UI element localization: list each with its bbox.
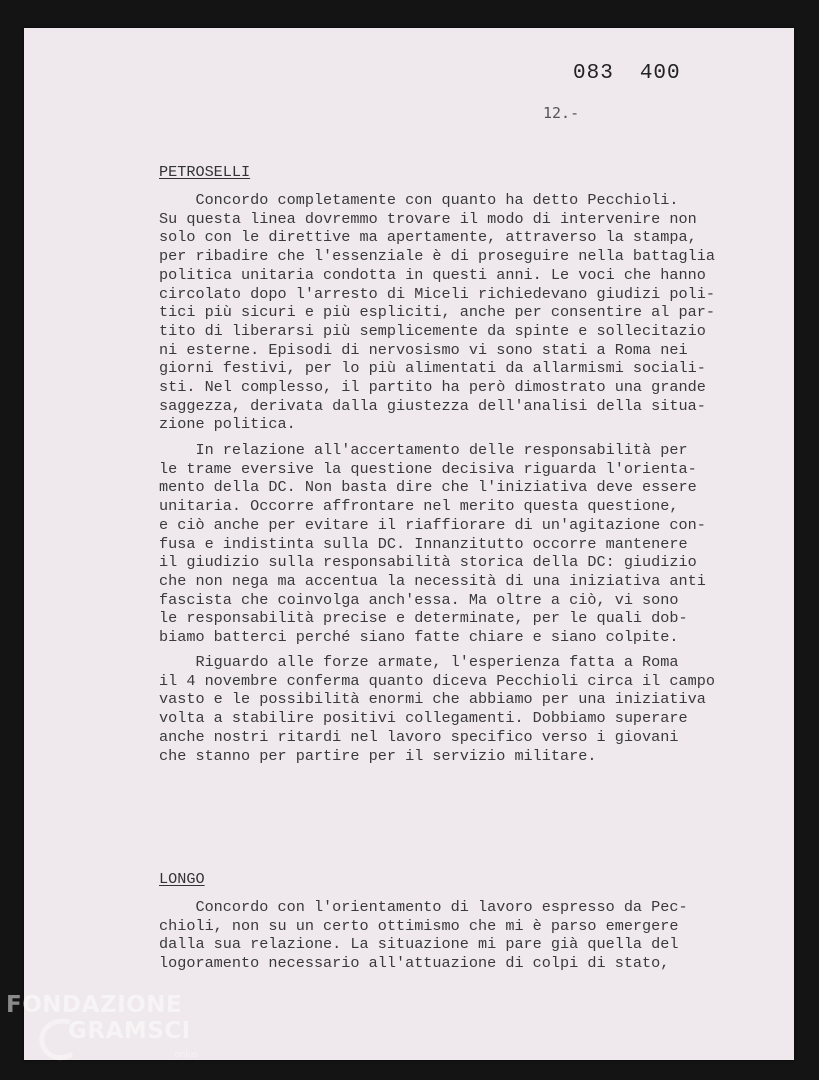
page-number: 12.-	[543, 104, 580, 122]
text-line: circolato dopo l'arresto di Miceli richiedevano giudizi poli-	[159, 284, 715, 303]
paragraph	[159, 441, 759, 647]
text-line: ni esterne. Episodi di nervosismo vi sono stati a Roma nei	[159, 340, 688, 359]
text-line: In relazione all'accertamento delle responsabilità per	[159, 441, 688, 459]
text-line: le responsabilità precise e determinate, per le quali dob-	[159, 609, 688, 628]
text-line: vasto e le possibilità enormi che abbiamo per una iniziativa	[159, 690, 706, 709]
text-line: dalla sua relazione. La situazione mi pare già quella del	[159, 935, 679, 954]
text-line: Concordo completamente con quanto ha detto Pecchioli.	[159, 191, 679, 209]
text-line: politica unitaria condotta in questi anni. Le voci che hanno	[159, 265, 706, 284]
text-line: tito di liberarsi più semplicemente da spinte e sollecitazio	[159, 321, 706, 340]
text-line: mento della DC. Non basta dire che l'iniziativa deve essere	[159, 478, 697, 497]
logo-line-1: FONDAZIONE	[6, 992, 183, 1018]
text-line: sti. Nel complesso, il partito ha però dimostrato una grande	[159, 378, 706, 397]
text-line: Riguardo alle forze armate, l'esperienza fatta a Roma	[159, 653, 679, 671]
text-line: fusa e indistinta sulla DC. Innanzitutto occorre mantenere	[159, 534, 688, 553]
text-line: giorni festivi, per lo più alimentati da allarmismi sociali-	[159, 359, 706, 378]
fondazione-gramsci-logo	[6, 992, 206, 1072]
text-line: zione politica.	[159, 415, 296, 434]
text-line: Su questa linea dovremmo trovare il modo di intervenire non	[159, 209, 697, 228]
text-line: e ciò anche per evitare il riaffiorare di un'agitazione con-	[159, 515, 706, 534]
text-line: il giudizio sulla responsabilità storica della DC: giudizio	[159, 553, 697, 572]
text-line: volta a stabilire positivi collegamenti. Dobbiamo superare	[159, 709, 688, 728]
speaker-heading: LONGO	[159, 870, 205, 888]
text-line: che stanno per partire per il servizio militare.	[159, 746, 597, 765]
document-number	[573, 62, 707, 85]
text-line: fascista che coinvolga anch'essa. Ma oltre a ciò, vi sono	[159, 590, 679, 609]
text-line: biamo batterci perché siano fatte chiare e siano colpite.	[159, 628, 679, 647]
paragraph	[159, 898, 759, 973]
paragraph	[159, 191, 759, 434]
text-line: per ribadire che l'essenziale è di proseguire nella battaglia	[159, 247, 715, 266]
document-number-part: 400	[639, 62, 681, 85]
text-line: Concordo con l'orientamento di lavoro espresso da Pec-	[159, 898, 688, 916]
text-line: il 4 novembre conferma quanto diceva Pecchioli circa il campo	[159, 671, 715, 690]
text-line: le trame eversive la questione decisiva riguarda l'orienta-	[159, 459, 697, 478]
text-line: anche nostri ritardi nel lavoro specifico verso i giovani	[159, 727, 679, 746]
speaker-heading: PETROSELLI	[159, 163, 251, 181]
text-line: logoramento necessario all'attuazione di colpi di stato,	[159, 954, 670, 973]
text-line: saggezza, derivata dalla giustezza dell'analisi della situa-	[159, 396, 706, 415]
paragraph	[159, 653, 759, 765]
text-line: che non nega ma accentua la necessità di una iniziativa anti	[159, 571, 706, 590]
document-number-part: 083	[573, 62, 614, 85]
logo-line-3: onlus	[174, 1050, 199, 1060]
text-line: tici più sicuri e più espliciti, anche per consentire al par-	[159, 303, 715, 322]
text-line: solo con le direttive ma apertamente, attraverso la stampa,	[159, 228, 697, 247]
logo-line-2: GRAMSCI	[68, 1018, 191, 1044]
text-line: chioli, non su un certo ottimismo che mi è parso emergere	[159, 916, 679, 935]
text-line: unitaria. Occorre affrontare nel merito questa questione,	[159, 497, 679, 516]
